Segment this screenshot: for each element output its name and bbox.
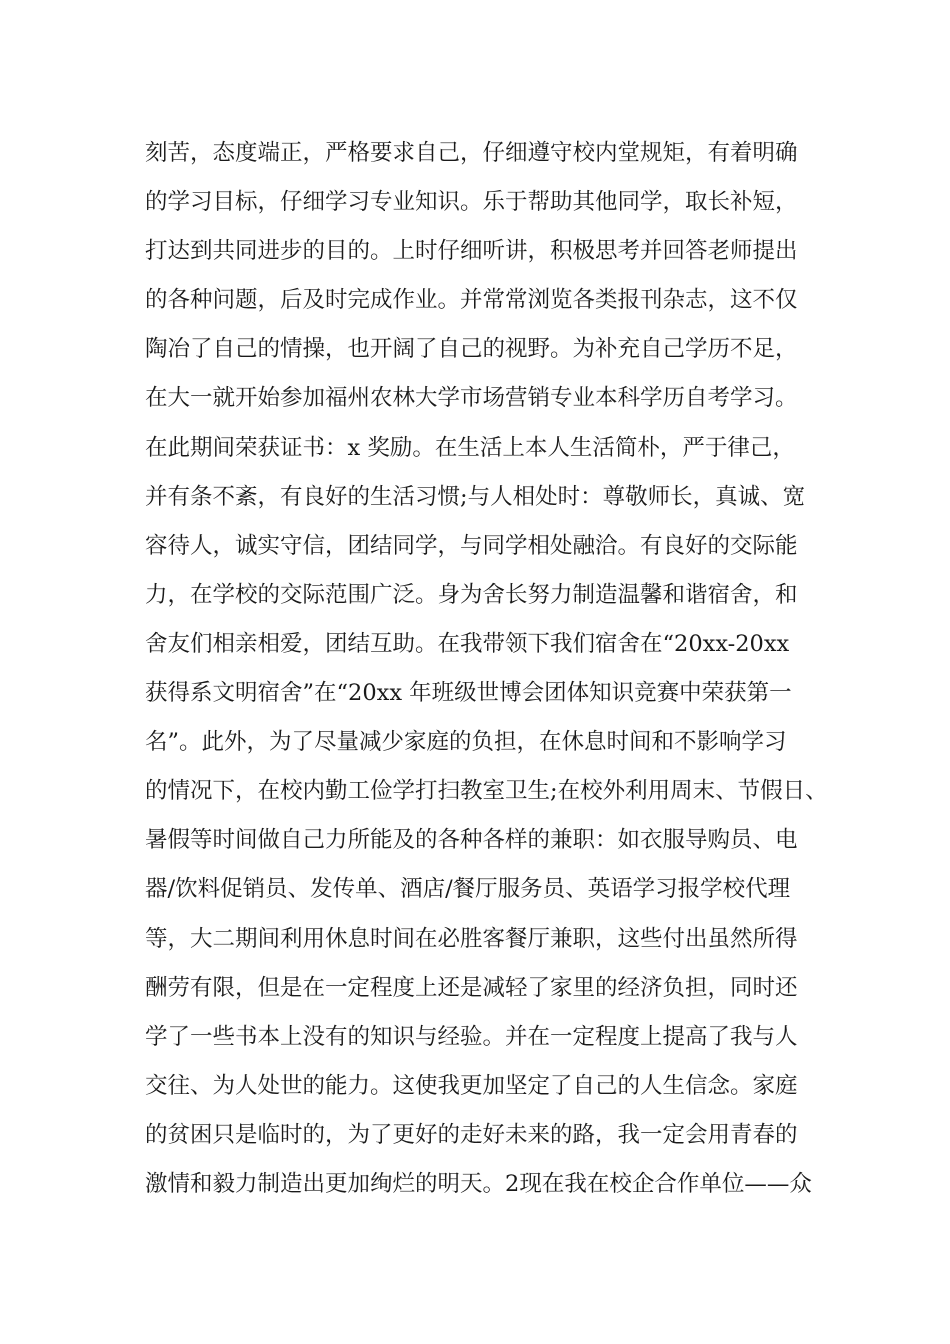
text-line: 打达到共同进步的目的。上时仔细听讲，积极思考并回答老师提出	[145, 238, 798, 265]
text-line: 名”。此外，为了尽量减少家庭的负担，在休息时间和不影响学习	[145, 729, 787, 756]
text-line: 暑假等时间做自己力所能及的各种各样的兼职：如衣服导购员、电	[145, 827, 798, 854]
text-line: 的情况下，在校内勤工俭学打扫教室卫生;在校外利用周末、节假日、	[145, 778, 828, 805]
text-line: 舍友们相亲相爱，团结互助。在我带领下我们宿舍在“20xx-20xx	[145, 630, 790, 657]
text-line: 力，在学校的交际范围广泛。身为舍长努力制造温馨和谐宿舍，和	[145, 581, 798, 608]
text-line: 等，大二期间利用休息时间在必胜客餐厅兼职，这些付出虽然所得	[145, 925, 798, 952]
text-line: 陶冶了自己的情操，也开阔了自己的视野。为补充自己学历不足，	[145, 336, 798, 363]
text-line: 在此期间荣获证书：x 奖励。在生活上本人生活简朴，严于律己，	[145, 434, 795, 461]
text-line: 的学习目标，仔细学习专业知识。乐于帮助其他同学，取长补短，	[145, 189, 798, 216]
text-line: 容待人，诚实守信，团结同学，与同学相处融洽。有良好的交际能	[145, 532, 798, 559]
text-line: 获得系文明宿舍”在“20xx 年班级世博会团体知识竞赛中荣获第一	[145, 680, 792, 707]
text-line: 交往、为人处世的能力。这使我更加坚定了自己的人生信念。家庭	[145, 1072, 798, 1099]
text-line: 的各种问题，后及时完成作业。并常常浏览各类报刊杂志，这不仅	[145, 287, 798, 314]
text-line: 在大一就开始参加福州农林大学市场营销专业本科学历自考学习。	[145, 385, 798, 412]
text-line: 并有条不紊，有良好的生活习惯;与人相处时：尊敬师长，真诚、宽	[145, 483, 806, 510]
text-line: 酬劳有限，但是在一定程度上还是减轻了家里的经济负担，同时还	[145, 974, 798, 1001]
body-text	[145, 129, 828, 1209]
text-line: 的贫困只是临时的，为了更好的走好未来的路，我一定会用青春的	[145, 1121, 798, 1148]
text-line: 学了一些书本上没有的知识与经验。并在一定程度上提高了我与人	[145, 1023, 798, 1050]
text-line: 激情和毅力制造出更加绚烂的明天。2现在我在校企合作单位——众	[145, 1170, 812, 1197]
text-line: 刻苦，态度端正，严格要求自己，仔细遵守校内堂规矩，有着明确	[145, 140, 798, 166]
text-line: 器/饮料促销员、发传单、酒店/餐厅服务员、英语学习报学校代理	[145, 876, 791, 903]
